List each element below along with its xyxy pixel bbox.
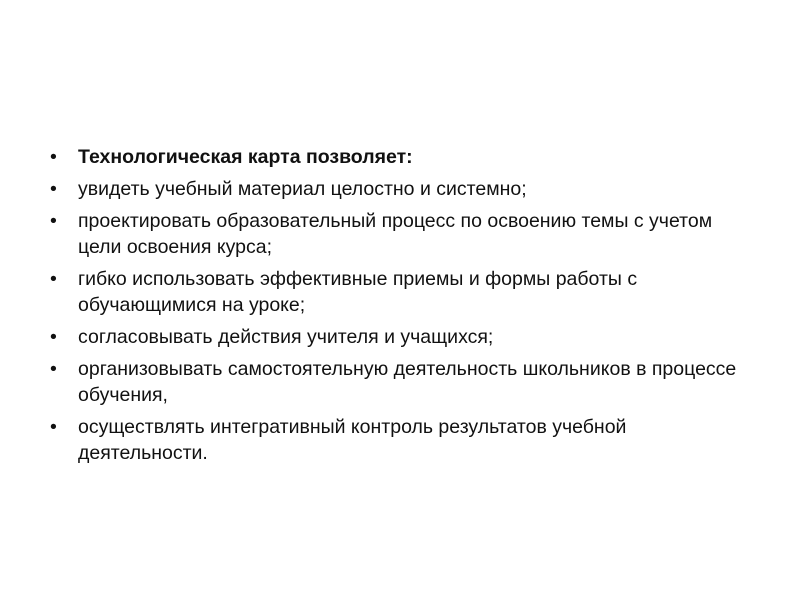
bullet-dot-icon: • xyxy=(50,358,57,380)
bullet-item xyxy=(50,414,740,466)
bullet-text: увидеть учебный материал целостно и системно; xyxy=(78,178,527,200)
bullet-item xyxy=(50,266,740,318)
bullet-item xyxy=(50,176,740,202)
bullet-dot-icon: • xyxy=(50,146,57,168)
bullet-list xyxy=(50,144,740,472)
bullet-dot-icon: • xyxy=(50,210,57,232)
bullet-item xyxy=(50,356,740,408)
bullet-dot-icon: • xyxy=(50,416,57,438)
bullet-dot-icon: • xyxy=(50,326,57,348)
bullet-text: проектировать образовательный процесс по освоению темы с учетом цели освоения курса; xyxy=(78,210,713,258)
bullet-text: осуществлять интегративный контроль результатов учебной деятельности. xyxy=(78,416,627,464)
bullet-item xyxy=(50,208,740,260)
bullet-text: организовывать самостоятельную деятельность школьников в процессе обучения, xyxy=(78,358,737,406)
bullet-heading-text: Технологическая карта позволяет: xyxy=(78,146,413,168)
bullet-dot-icon: • xyxy=(50,268,57,290)
bullet-item xyxy=(50,324,740,350)
bullet-text: согласовывать действия учителя и учащихся; xyxy=(78,326,494,348)
bullet-dot-icon: • xyxy=(50,178,57,200)
bullet-item-heading xyxy=(50,144,740,170)
bullet-text: гибко использовать эффективные приемы и формы работы с обучающимися на уроке; xyxy=(78,268,638,316)
